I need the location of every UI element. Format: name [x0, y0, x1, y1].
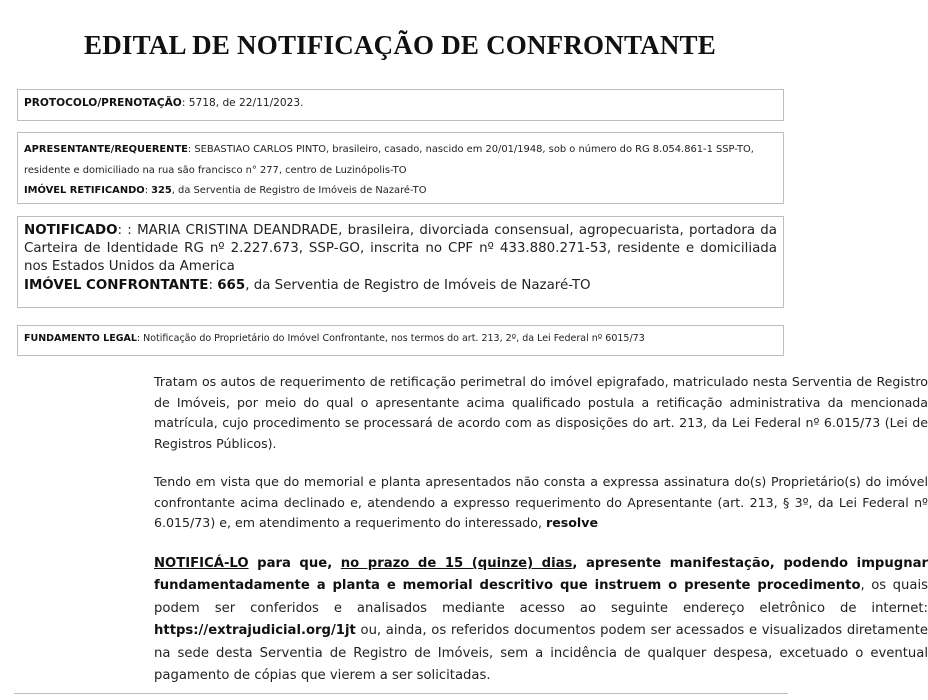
protocolo-box: [17, 89, 784, 121]
imovel-confrontante-line: [24, 277, 777, 295]
imovel-retificando-rest: , da Serventia de Registro de Imóveis de Nazaré-TO: [171, 185, 427, 196]
paragraph-tendo: [14, 472, 928, 534]
documents-link[interactable]: https://extrajudicial.org/1jt: [154, 623, 356, 639]
protocolo-label: PROTOCOLO/PRENOTAÇÃO: [24, 97, 182, 109]
notifica-bold-2: , apresente manifestação, podendo impugnar fundamentadamente a planta e memorial descritivo que instruem o presente procedimento: [154, 556, 928, 594]
notifica-word: NOTIFICÁ-LO: [154, 556, 249, 571]
paragraph-tratam: Tratam os autos de requerimento de retificação perimetral do imóvel epigrafado, matriculado nesta Serventia de Registro de Imóveis, por meio do qual o apresentante acima qualificado postula a retificação administrativa da mencionada matrícula, cujo procedimento se processará de acordo com as disposições do art. 213, da Lei Federal nº 6.015/73 (Lei de Registros Públicos).: [154, 374, 928, 452]
fundamento-box: [17, 325, 784, 356]
notificado-box: [17, 216, 784, 308]
paragraph-notifica: [14, 553, 928, 687]
protocolo-value: : 5718, de 22/11/2023.: [181, 97, 304, 109]
notificado-label: NOTIFICADO: [24, 223, 118, 238]
notificado-line: [24, 222, 777, 277]
fundamento-value: : Notificação do Proprietário do Imóvel Confrontante, nos termos do art. 213, 2º, da Lei Federal nº 6015/73: [136, 333, 645, 344]
notificado-value: : : MARIA CRISTINA DEANDRADE, brasileira, divorciada consensual, agropecuarista, portadora da Carteira de Identidade RG nº 2.227.673, SSP-GO, inscrita no CPF nº 433.880.271-53, residente e domiciliada nos Estados Unidos da America: [24, 223, 777, 275]
imovel-retificando-sep: :: [144, 185, 152, 196]
resolve-word: resolve: [546, 515, 598, 531]
imovel-retificando-number: 325: [151, 185, 172, 196]
imovel-retificando-line: [24, 181, 777, 202]
apresentante-box: [17, 132, 784, 204]
imovel-confrontante-rest: , da Serventia de Registro de Imóveis de Nazaré-TO: [245, 277, 591, 293]
notifica-bold-1: para que,: [248, 556, 341, 571]
notifica-text-1: , os quais podem ser conferidos e analisados mediante acesso ao seguinte endereço eletrônico de internet:: [154, 578, 928, 616]
imovel-confrontante-label: IMÓVEL CONFRONTANTE: [24, 277, 209, 293]
fundamento-label: FUNDAMENTO LEGAL: [24, 333, 137, 344]
deadline-text: no prazo de 15 (quinze) dias: [340, 556, 573, 571]
apresentante-line: [24, 140, 777, 181]
paragraph-tendo-text: Tendo em vista que do memorial e planta apresentados não consta a expressa assinatura do(s) Proprietário(s) do imóvel confrontante acima declinado e, atendendo a expresso requerimento do Apresentante (art. 213, § 3º, da Lei Federal nº 6.015/73) e, em atendimento a requerimento do interessado,: [154, 474, 928, 531]
bottom-divider: [14, 693, 788, 694]
apresentante-label: APRESENTANTE/REQUERENTE: [24, 144, 188, 155]
apresentante-value: : SEBASTIAO CARLOS PINTO, brasileiro, casado, nascido em 20/01/1948, sob o número do RG 8.054.861-1 SSP-TO, residente e domiciliado na rua são francisco n° 277, centro de Luzinópolis-TO: [24, 144, 754, 176]
imovel-confrontante-sep: :: [208, 277, 218, 293]
imovel-confrontante-number: 665: [217, 277, 246, 293]
notifica-text-2: ou, ainda, os referidos documentos podem ser acessados e visualizados diretamente na sede desta Serventia de Registro de Imóveis, sem a incidência de qualquer despesa, excetuado o eventual pagamento de cópias que vierem a ser solicitadas.: [154, 623, 928, 684]
imovel-retificando-label: IMÓVEL RETIFICANDO: [24, 185, 145, 196]
document-title: EDITAL DE NOTIFICAÇÃO DE CONFRONTANTE: [84, 30, 716, 60]
